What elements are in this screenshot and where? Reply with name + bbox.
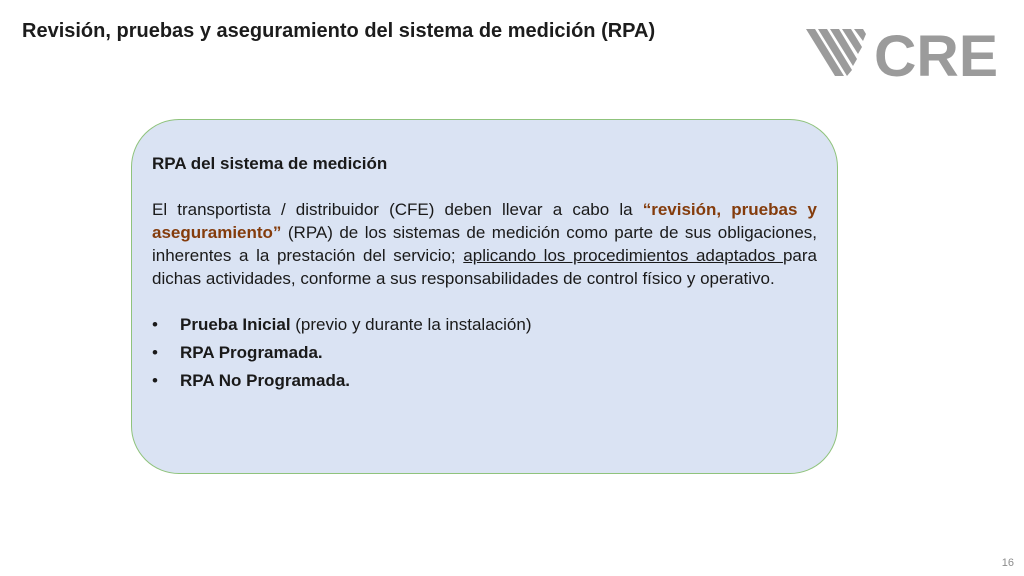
cre-logo-graphic: [806, 26, 998, 80]
bullet-dot: •: [152, 371, 158, 390]
paragraph-text-2: (RPA) de los sistemas de medición como parte de sus obligaciones, inherentes a la prestación del servicio;: [152, 223, 817, 265]
bullet-dot: •: [152, 343, 158, 362]
rpa-info-panel: [131, 119, 838, 474]
bullet-item: [152, 313, 817, 336]
bullet-item: [152, 341, 817, 364]
bullet-item: [152, 369, 817, 392]
page-number: 16: [1001, 557, 1014, 569]
cre-logo: [806, 26, 998, 80]
paragraph-text-3: para dichas actividades, conforme a sus responsabilidades de control físico y operativo.: [152, 246, 817, 288]
bullet-bold-text: Prueba Inicial: [180, 315, 291, 334]
paragraph-underlined: aplicando los procedimientos adaptados: [463, 246, 783, 265]
paragraph-emphasis: “revisión, pruebas y aseguramiento”: [152, 200, 818, 242]
panel-paragraph: [152, 198, 817, 290]
paragraph-text-1: El transportista / distribuidor (CFE) deben llevar a cabo la: [152, 200, 643, 219]
bullet-dot: •: [152, 315, 158, 334]
bullet-bold-text: RPA No Programada.: [180, 371, 351, 390]
cre-logo-text: CRE: [874, 26, 998, 80]
rpa-bullet-list: [152, 313, 817, 392]
slide-title: Revisión, pruebas y aseguramiento del sistema de medición (RPA): [22, 20, 656, 42]
panel-heading: RPA del sistema de medición: [152, 154, 388, 173]
bullet-rest-text: (previo y durante la instalación): [290, 315, 532, 334]
bullet-bold-text: RPA Programada.: [180, 343, 323, 362]
